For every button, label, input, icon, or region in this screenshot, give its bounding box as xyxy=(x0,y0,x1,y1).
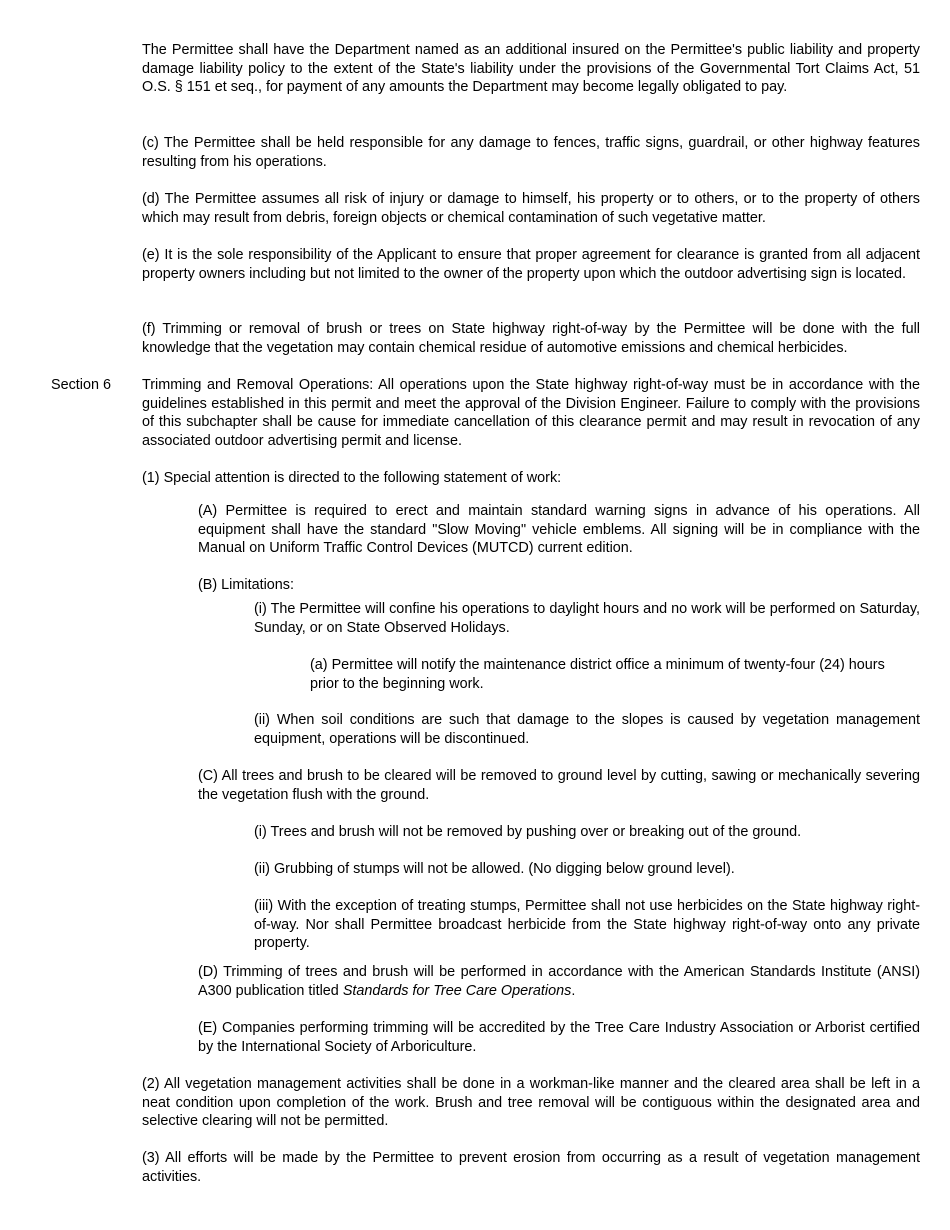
paragraph-e: (e) It is the sole responsibility of the Applicant to ensure that proper agreement for clearance is granted from all adjacent property owners including but not limited to the owner of the property upon which the outdoor advertising sign is located. xyxy=(142,247,920,282)
item-B-ii: (ii) When soil conditions are such that damage to the slopes is caused by vegetation management equipment, operations will be discontinued. xyxy=(254,712,920,747)
paragraph-d: (d) The Permittee assumes all risk of injury or damage to himself, his property or to others, or to the property of others which may result from debris, foreign objects or chemical contamination of such vegetative matter. xyxy=(142,191,920,226)
item-A: (A) Permittee is required to erect and maintain standard warning signs in advance of his operations. All equipment shall have the standard "Slow Moving" vehicle emblems. All signing will be in compliance with the Manual on Uniform Traffic Control Devices (MUTCD) current edition. xyxy=(198,503,920,557)
paragraph-f: (f) Trimming or removal of brush or trees on State highway right-of-way by the Permittee will be done with the full knowledge that the vegetation may contain chemical residue of automotive emissions and chemical herbicides. xyxy=(142,321,920,356)
item-C-i: (i) Trees and brush will not be removed by pushing over or breaking out of the ground. xyxy=(254,824,802,840)
item-D-end: . xyxy=(571,982,576,999)
section-6-label: Section 6 xyxy=(51,377,112,393)
item-B: (B) Limitations: xyxy=(198,577,294,593)
item-1: (1) Special attention is directed to the following statement of work: xyxy=(142,470,562,486)
item-D xyxy=(198,963,920,1000)
item-3: (3) All efforts will be made by the Permittee to prevent erosion from occurring as a result of vegetation management activities. xyxy=(142,1150,920,1185)
item-E: (E) Companies performing trimming will be accredited by the Tree Care Industry Association or Arborist certified by the International Society of Arboriculture. xyxy=(198,1020,920,1055)
paragraph-additional-insured: The Permittee shall have the Department named as an additional insured on the Permittee's public liability and property damage liability policy to the extent of the State's liability under the provisions of the Governmental Tort Claims Act, 51 O.S. § 151 et seq., for payment of any amounts the Department may become legally obligated to pay. xyxy=(142,42,920,96)
item-C: (C) All trees and brush to be cleared will be removed to ground level by cutting, sawing or mechanically severing the vegetation flush with the ground. xyxy=(198,768,920,803)
section-6-text: Trimming and Removal Operations: All operations upon the State highway right-of-way must be in accordance with the guidelines established in this permit and meet the approval of the Division Engineer. Failure to comply with the provisions of this subchapter shall be cause for immediate cancellation of this clearance permit and may result in revocation of any associated outdoor advertising permit and license. xyxy=(142,377,920,449)
item-B-i-a: (a) Permittee will notify the maintenance district office a minimum of twenty-four (24) hours prior to the beginning work. xyxy=(310,657,885,692)
item-2: (2) All vegetation management activities shall be done in a workman-like manner and the cleared area shall be left in a neat condition upon completion of the work. Brush and tree removal will be contiguous within the designated area and selective clearing will not be permitted. xyxy=(142,1076,920,1130)
item-D-text: (D) Trimming of trees and brush will be performed in accordance with the American Standards Institute (ANSI) A300 publication titled xyxy=(198,964,920,999)
paragraph-c: (c) The Permittee shall be held responsible for any damage to fences, traffic signs, guardrail, or other highway features resulting from his operations. xyxy=(142,135,920,170)
item-B-i: (i) The Permittee will confine his operations to daylight hours and no work will be performed on Saturday, Sunday, or on State Observed Holidays. xyxy=(254,601,920,636)
item-C-ii: (ii) Grubbing of stumps will not be allowed. (No digging below ground level). xyxy=(254,861,735,877)
item-C-iii: (iii) With the exception of treating stumps, Permittee shall not use herbicides on the State highway right-of-way. Nor shall Permittee broadcast herbicide from the State highway right-of-way onto any private property. xyxy=(254,898,920,952)
item-D-publication-title: Standards for Tree Care Operations xyxy=(342,982,572,999)
